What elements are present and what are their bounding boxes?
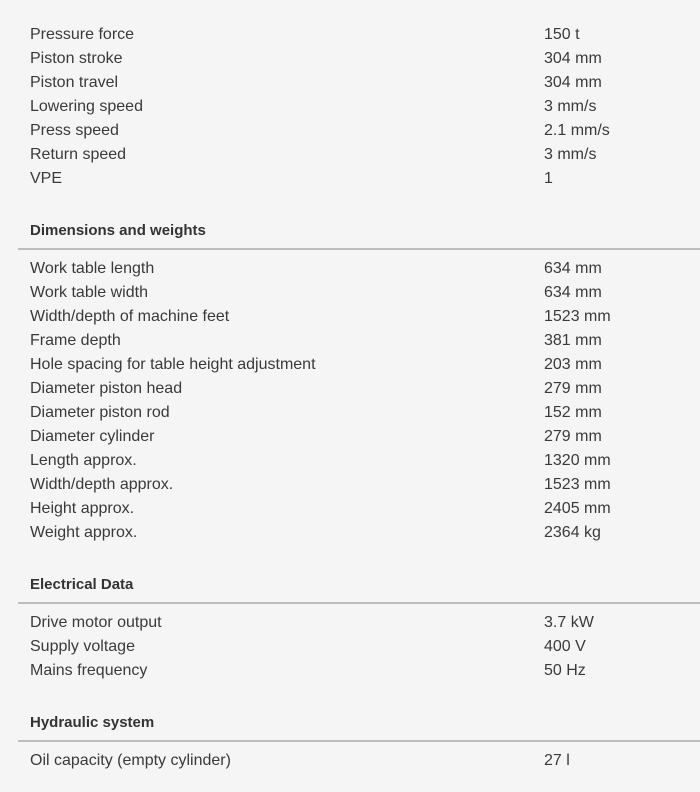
section-title: Electrical Data xyxy=(30,576,134,593)
spec-value: 152 mm xyxy=(544,404,602,421)
spec-row xyxy=(30,143,700,167)
hydraulic-rows xyxy=(0,749,700,773)
spec-row xyxy=(30,23,700,47)
spec-value: 400 V xyxy=(544,638,586,655)
spec-value: 3.7 kW xyxy=(544,614,594,631)
spec-value: 3 mm/s xyxy=(544,146,597,163)
spec-row xyxy=(30,749,700,773)
spec-label: Frame depth xyxy=(30,332,121,349)
spec-label: Oil capacity (empty cylinder) xyxy=(30,752,231,769)
spec-value: 203 mm xyxy=(544,356,602,373)
spec-label: Work table length xyxy=(30,260,155,277)
spec-label: Length approx. xyxy=(30,452,137,469)
spec-label: Width/depth approx. xyxy=(30,476,174,493)
section-hydraulic xyxy=(0,711,700,773)
spec-label: Lowering speed xyxy=(30,98,143,115)
section-electrical xyxy=(0,573,700,683)
spec-row xyxy=(30,521,700,545)
electrical-rows xyxy=(0,611,700,683)
spec-value: 3 mm/s xyxy=(544,98,597,115)
spec-label: Supply voltage xyxy=(30,638,135,655)
spec-label: Work table width xyxy=(30,284,148,301)
spec-row xyxy=(30,257,700,281)
spec-value: 304 mm xyxy=(544,50,602,67)
spec-label: VPE xyxy=(30,170,63,187)
spec-label: Height approx. xyxy=(30,500,135,517)
spec-value: 634 mm xyxy=(544,260,602,277)
spec-label: Return speed xyxy=(30,146,127,163)
section-divider xyxy=(18,248,700,250)
spec-value: 1320 mm xyxy=(544,452,611,469)
spec-label: Diameter piston head xyxy=(30,380,183,397)
spec-label: Weight approx. xyxy=(30,524,138,541)
spec-value: 279 mm xyxy=(544,428,602,445)
spec-value: 634 mm xyxy=(544,284,602,301)
spec-label: Piston travel xyxy=(30,74,119,91)
section-divider xyxy=(18,740,700,742)
dimensions-rows xyxy=(0,257,700,545)
spec-row xyxy=(30,353,700,377)
spec-value: 381 mm xyxy=(544,332,602,349)
spec-row xyxy=(30,71,700,95)
spec-value: 1523 mm xyxy=(544,476,611,493)
spec-value: 50 Hz xyxy=(544,662,586,679)
spec-row xyxy=(30,611,700,635)
spec-label: Press speed xyxy=(30,122,119,139)
spec-value: 2405 mm xyxy=(544,500,611,517)
section-dimensions xyxy=(0,219,700,545)
spec-label: Piston stroke xyxy=(30,50,123,67)
section-divider xyxy=(18,602,700,604)
spec-row xyxy=(30,305,700,329)
spec-row xyxy=(30,281,700,305)
general-rows xyxy=(0,23,700,191)
spec-value: 150 t xyxy=(544,26,580,43)
spec-value: 1 xyxy=(544,170,553,187)
spec-row xyxy=(30,659,700,683)
spec-row xyxy=(30,449,700,473)
spec-label: Pressure force xyxy=(30,26,135,43)
spec-value: 1523 mm xyxy=(544,308,611,325)
spec-label: Diameter cylinder xyxy=(30,428,155,445)
spec-row xyxy=(30,47,700,71)
spec-label: Mains frequency xyxy=(30,662,148,679)
spec-row xyxy=(30,425,700,449)
spec-value: 279 mm xyxy=(544,380,602,397)
spec-label: Diameter piston rod xyxy=(30,404,170,421)
spec-value: 2.1 mm/s xyxy=(544,122,610,139)
spec-label: Width/depth of machine feet xyxy=(30,308,230,325)
spec-row xyxy=(30,635,700,659)
spec-row xyxy=(30,329,700,353)
spec-value: 304 mm xyxy=(544,74,602,91)
spec-row xyxy=(30,473,700,497)
spec-label: Drive motor output xyxy=(30,614,162,631)
spec-row xyxy=(30,377,700,401)
spec-label: Hole spacing for table height adjustment xyxy=(30,356,316,373)
spec-row xyxy=(30,401,700,425)
section-title: Hydraulic system xyxy=(30,714,155,731)
spec-row xyxy=(30,95,700,119)
spec-value: 2364 kg xyxy=(544,524,601,541)
spec-row xyxy=(30,497,700,521)
spec-value: 27 l xyxy=(544,752,570,769)
spec-row xyxy=(30,119,700,143)
spec-row xyxy=(30,167,700,191)
section-title: Dimensions and weights xyxy=(30,222,206,239)
